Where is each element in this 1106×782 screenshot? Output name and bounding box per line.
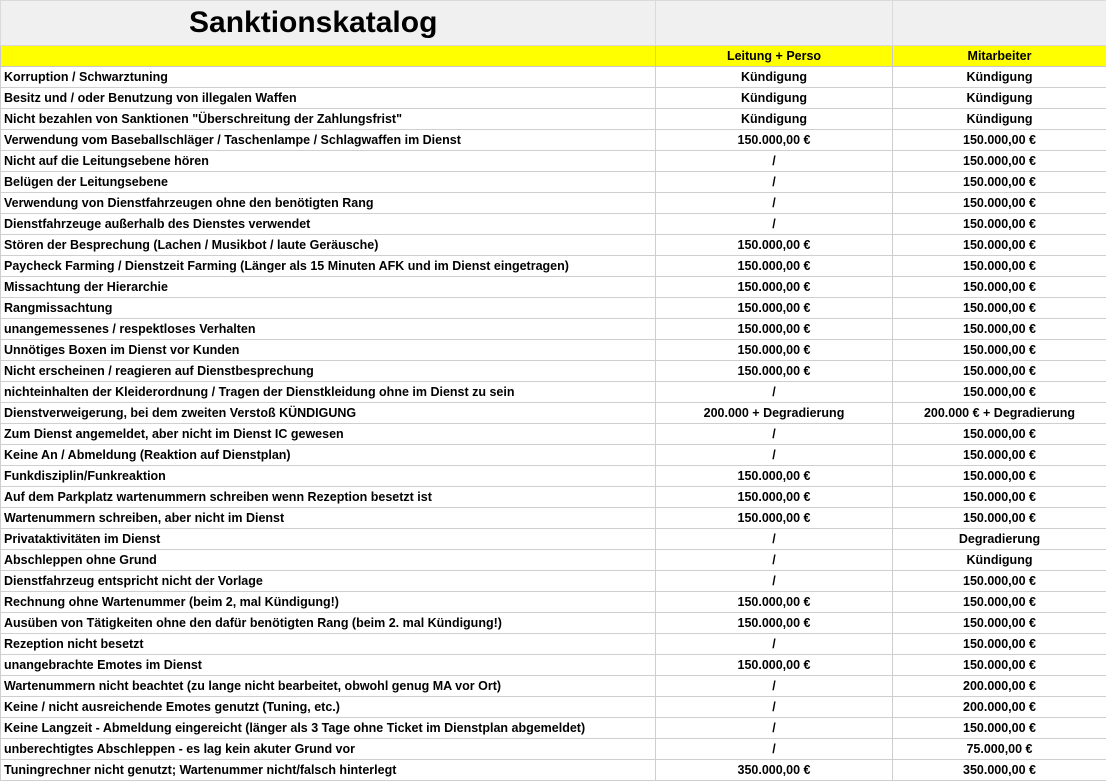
offense-cell[interactable]: Funkdisziplin/Funkreaktion xyxy=(1,466,656,487)
mitarbeiter-cell[interactable]: Degradierung xyxy=(893,529,1106,550)
table-row xyxy=(1,466,1106,487)
leitung-cell[interactable]: / xyxy=(656,739,893,760)
mitarbeiter-cell[interactable]: 150.000,00 € xyxy=(893,571,1106,592)
empty-cell[interactable] xyxy=(656,1,893,46)
leitung-cell[interactable]: 150.000,00 € xyxy=(656,487,893,508)
mitarbeiter-cell[interactable]: 150.000,00 € xyxy=(893,634,1106,655)
leitung-cell[interactable]: Kündigung xyxy=(656,88,893,109)
table-row xyxy=(1,109,1106,130)
table-row xyxy=(1,676,1106,697)
mitarbeiter-cell[interactable]: 150.000,00 € xyxy=(893,508,1106,529)
mitarbeiter-cell[interactable]: 150.000,00 € xyxy=(893,319,1106,340)
offense-cell[interactable]: Belügen der Leitungsebene xyxy=(1,172,656,193)
mitarbeiter-cell[interactable]: 150.000,00 € xyxy=(893,130,1106,151)
table-row xyxy=(1,445,1106,466)
table-row xyxy=(1,655,1106,676)
mitarbeiter-cell[interactable]: Kündigung xyxy=(893,67,1106,88)
header-blank-cell[interactable] xyxy=(1,46,656,67)
offense-cell[interactable]: unangemessenes / respektloses Verhalten xyxy=(1,319,656,340)
table-row xyxy=(1,382,1106,403)
leitung-cell[interactable]: / xyxy=(656,382,893,403)
offense-cell[interactable]: unangebrachte Emotes im Dienst xyxy=(1,655,656,676)
offense-cell[interactable]: Keine An / Abmeldung (Reaktion auf Dienstplan) xyxy=(1,445,656,466)
table-row xyxy=(1,718,1106,739)
mitarbeiter-cell[interactable]: 200.000,00 € xyxy=(893,676,1106,697)
mitarbeiter-cell[interactable]: 350.000,00 € xyxy=(893,760,1106,781)
mitarbeiter-cell[interactable]: 150.000,00 € xyxy=(893,151,1106,172)
offense-cell[interactable]: unberechtigtes Abschleppen - es lag kein akuter Grund vor xyxy=(1,739,656,760)
table-row xyxy=(1,508,1106,529)
mitarbeiter-cell[interactable]: 150.000,00 € xyxy=(893,592,1106,613)
leitung-cell[interactable]: 150.000,00 € xyxy=(656,466,893,487)
offense-cell[interactable]: Nicht auf die Leitungsebene hören xyxy=(1,151,656,172)
leitung-cell[interactable]: 150.000,00 € xyxy=(656,361,893,382)
mitarbeiter-cell[interactable]: 150.000,00 € xyxy=(893,613,1106,634)
offense-cell[interactable]: Auf dem Parkplatz wartenummern schreiben wenn Rezeption besetzt ist xyxy=(1,487,656,508)
leitung-cell[interactable]: 150.000,00 € xyxy=(656,256,893,277)
mitarbeiter-cell[interactable]: 150.000,00 € xyxy=(893,298,1106,319)
leitung-cell[interactable]: 350.000,00 € xyxy=(656,760,893,781)
offense-cell[interactable]: nichteinhalten der Kleiderordnung / Tragen der Dienstkleidung ohne im Dienst zu sein xyxy=(1,382,656,403)
mitarbeiter-cell[interactable]: 150.000,00 € xyxy=(893,214,1106,235)
table-row xyxy=(1,739,1106,760)
leitung-cell[interactable]: 150.000,00 € xyxy=(656,130,893,151)
table-row xyxy=(1,235,1106,256)
table-row xyxy=(1,361,1106,382)
mitarbeiter-cell[interactable]: Kündigung xyxy=(893,109,1106,130)
leitung-cell[interactable]: 150.000,00 € xyxy=(656,319,893,340)
mitarbeiter-cell[interactable]: 150.000,00 € xyxy=(893,193,1106,214)
offense-cell[interactable]: Zum Dienst angemeldet, aber nicht im Dienst IC gewesen xyxy=(1,424,656,445)
offense-cell[interactable]: Dienstfahrzeug entspricht nicht der Vorlage xyxy=(1,571,656,592)
leitung-cell[interactable]: / xyxy=(656,634,893,655)
header-mitarbeiter[interactable]: Mitarbeiter xyxy=(893,46,1106,67)
mitarbeiter-cell[interactable]: 150.000,00 € xyxy=(893,256,1106,277)
mitarbeiter-cell[interactable]: 150.000,00 € xyxy=(893,235,1106,256)
offense-cell[interactable]: Nicht bezahlen von Sanktionen "Überschreitung der Zahlungsfrist" xyxy=(1,109,656,130)
offense-cell[interactable]: Paycheck Farming / Dienstzeit Farming (Länger als 15 Minuten AFK und im Dienst eingetragen) xyxy=(1,256,656,277)
leitung-cell[interactable]: / xyxy=(656,214,893,235)
leitung-cell[interactable]: / xyxy=(656,445,893,466)
offense-cell[interactable]: Rangmissachtung xyxy=(1,298,656,319)
table-row xyxy=(1,193,1106,214)
offense-cell[interactable]: Keine / nicht ausreichende Emotes genutzt (Tuning, etc.) xyxy=(1,697,656,718)
table-row xyxy=(1,550,1106,571)
table-row xyxy=(1,697,1106,718)
leitung-cell[interactable]: 150.000,00 € xyxy=(656,613,893,634)
offense-cell[interactable]: Verwendung von Dienstfahrzeugen ohne den benötigten Rang xyxy=(1,193,656,214)
leitung-cell[interactable]: Kündigung xyxy=(656,67,893,88)
offense-cell[interactable]: Korruption / Schwarztuning xyxy=(1,67,656,88)
leitung-cell[interactable]: / xyxy=(656,424,893,445)
table-row xyxy=(1,592,1106,613)
leitung-cell[interactable]: Kündigung xyxy=(656,109,893,130)
table-row xyxy=(1,151,1106,172)
offense-cell[interactable]: Keine Langzeit - Abmeldung eingereicht (länger als 3 Tage ohne Ticket im Dienstplan abgemeldet) xyxy=(1,718,656,739)
leitung-cell[interactable]: / xyxy=(656,172,893,193)
mitarbeiter-cell[interactable]: 150.000,00 € xyxy=(893,655,1106,676)
table-row xyxy=(1,529,1106,550)
leitung-cell[interactable]: 150.000,00 € xyxy=(656,592,893,613)
mitarbeiter-cell[interactable]: 150.000,00 € xyxy=(893,340,1106,361)
leitung-cell[interactable]: / xyxy=(656,697,893,718)
leitung-cell[interactable]: 150.000,00 € xyxy=(656,340,893,361)
mitarbeiter-cell[interactable]: 150.000,00 € xyxy=(893,382,1106,403)
mitarbeiter-cell[interactable]: 150.000,00 € xyxy=(893,445,1106,466)
table-row xyxy=(1,613,1106,634)
table-row xyxy=(1,277,1106,298)
offense-cell[interactable]: Nicht erscheinen / reagieren auf Dienstbesprechung xyxy=(1,361,656,382)
leitung-cell[interactable]: / xyxy=(656,571,893,592)
offense-cell[interactable]: Abschleppen ohne Grund xyxy=(1,550,656,571)
header-leitung[interactable]: Leitung + Perso xyxy=(656,46,893,67)
offense-cell[interactable]: Wartenummern schreiben, aber nicht im Dienst xyxy=(1,508,656,529)
table-row xyxy=(1,487,1106,508)
table-row xyxy=(1,172,1106,193)
mitarbeiter-cell[interactable]: 200.000 € + Degradierung xyxy=(893,403,1106,424)
table-row xyxy=(1,634,1106,655)
table-row xyxy=(1,424,1106,445)
header-row xyxy=(1,46,1106,67)
leitung-cell[interactable]: / xyxy=(656,718,893,739)
mitarbeiter-cell[interactable]: 75.000,00 € xyxy=(893,739,1106,760)
table-row xyxy=(1,403,1106,424)
mitarbeiter-cell[interactable]: 150.000,00 € xyxy=(893,361,1106,382)
table-row xyxy=(1,571,1106,592)
mitarbeiter-cell[interactable]: Kündigung xyxy=(893,88,1106,109)
mitarbeiter-cell[interactable]: 150.000,00 € xyxy=(893,718,1106,739)
empty-cell[interactable] xyxy=(893,1,1106,46)
mitarbeiter-cell[interactable]: 150.000,00 € xyxy=(893,424,1106,445)
offense-cell[interactable]: Dienstfahrzeuge außerhalb des Dienstes verwendet xyxy=(1,214,656,235)
offense-cell[interactable]: Rechnung ohne Wartenummer (beim 2, mal Kündigung!) xyxy=(1,592,656,613)
table-row xyxy=(1,214,1106,235)
leitung-cell[interactable]: / xyxy=(656,550,893,571)
leitung-cell[interactable]: 150.000,00 € xyxy=(656,655,893,676)
offense-cell[interactable]: Dienstverweigerung, bei dem zweiten Verstoß KÜNDIGUNG xyxy=(1,403,656,424)
offense-cell[interactable]: Wartenummern nicht beachtet (zu lange nicht bearbeitet, obwohl genug MA vor Ort) xyxy=(1,676,656,697)
table-row xyxy=(1,256,1106,277)
offense-cell[interactable]: Ausüben von Tätigkeiten ohne den dafür benötigten Rang (beim 2. mal Kündigung!) xyxy=(1,613,656,634)
offense-cell[interactable]: Unnötiges Boxen im Dienst vor Kunden xyxy=(1,340,656,361)
mitarbeiter-cell[interactable]: Kündigung xyxy=(893,550,1106,571)
table-row xyxy=(1,67,1106,88)
offense-cell[interactable]: Rezeption nicht besetzt xyxy=(1,634,656,655)
leitung-cell[interactable]: 150.000,00 € xyxy=(656,508,893,529)
table-row xyxy=(1,88,1106,109)
leitung-cell[interactable]: 150.000,00 € xyxy=(656,235,893,256)
mitarbeiter-cell[interactable]: 200.000,00 € xyxy=(893,697,1106,718)
leitung-cell[interactable]: / xyxy=(656,151,893,172)
table-row xyxy=(1,760,1106,781)
table-row xyxy=(1,298,1106,319)
offense-cell[interactable]: Missachtung der Hierarchie xyxy=(1,277,656,298)
leitung-cell[interactable]: / xyxy=(656,529,893,550)
offense-cell[interactable]: Privataktivitäten im Dienst xyxy=(1,529,656,550)
mitarbeiter-cell[interactable]: 150.000,00 € xyxy=(893,466,1106,487)
table-row xyxy=(1,340,1106,361)
leitung-cell[interactable]: 200.000 + Degradierung xyxy=(656,403,893,424)
offense-cell[interactable]: Tuningrechner nicht genutzt; Wartenummer nicht/falsch hinterlegt xyxy=(1,760,656,781)
table-row xyxy=(1,319,1106,340)
leitung-cell[interactable]: / xyxy=(656,676,893,697)
mitarbeiter-cell[interactable]: 150.000,00 € xyxy=(893,487,1106,508)
offense-cell[interactable]: Stören der Besprechung (Lachen / Musikbot / laute Geräusche) xyxy=(1,235,656,256)
offense-cell[interactable]: Verwendung vom Baseballschläger / Taschenlampe / Schlagwaffen im Dienst xyxy=(1,130,656,151)
title-row xyxy=(1,1,1106,46)
page-title[interactable]: Sanktionskatalog xyxy=(1,1,656,46)
leitung-cell[interactable]: 150.000,00 € xyxy=(656,277,893,298)
leitung-cell[interactable]: 150.000,00 € xyxy=(656,298,893,319)
leitung-cell[interactable]: / xyxy=(656,193,893,214)
mitarbeiter-cell[interactable]: 150.000,00 € xyxy=(893,172,1106,193)
table-row xyxy=(1,130,1106,151)
mitarbeiter-cell[interactable]: 150.000,00 € xyxy=(893,277,1106,298)
offense-cell[interactable]: Besitz und / oder Benutzung von illegalen Waffen xyxy=(1,88,656,109)
